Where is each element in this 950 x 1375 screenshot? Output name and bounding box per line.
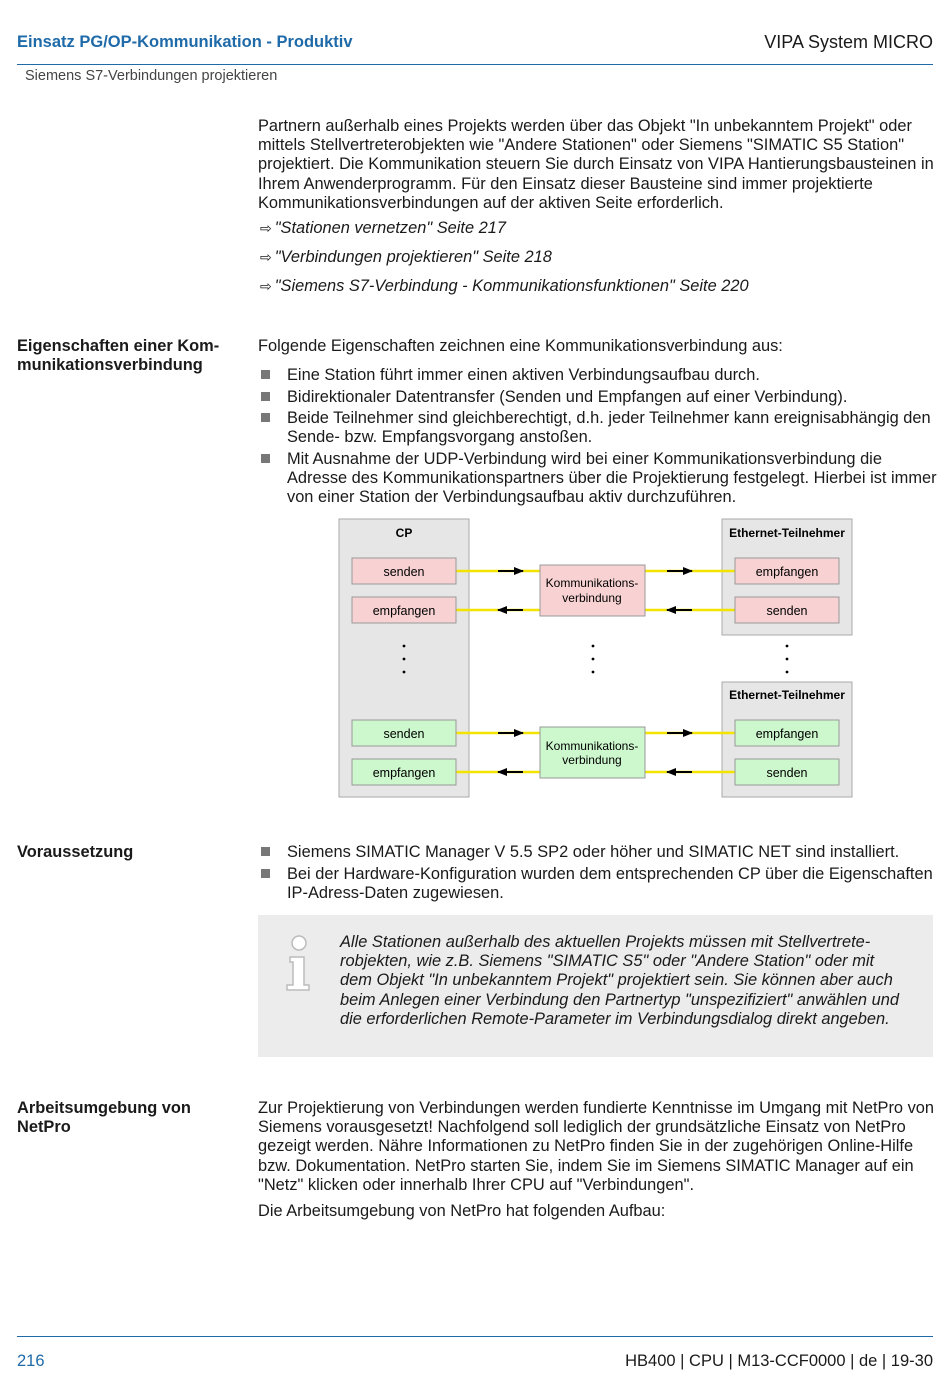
list-item: Mit Ausnahme der UDP-Verbindung wird bei einer Kommunikationsverbindung die Adresse des Kommunikationspartners über die Projektierung festgelegt. Hierbei ist immer von einer Station der Verbindungsaufbau aktiv durchzuführen. — [258, 450, 938, 508]
partner-receive-label-1: empfangen — [755, 565, 819, 579]
cp-receive-label-2: empfangen — [372, 766, 436, 780]
link-arrow-icon: ⇨ — [260, 220, 272, 236]
cp-send-label-2: senden — [383, 727, 425, 741]
intro-paragraph: Partnern außerhalb eines Projekts werden über das Objekt "In unbekanntem Projekt" oder mittels Stellvertreterobjekten wie "Andere Stationen" oder Siemens "SIMATIC S5 Station" projektiert. Die Kommunikation steuern Sie durch Einsatz von VIPA Hantierungsbausteinen in Ihrem Anwenderprogramm. Für den Einsatz dieser Bausteine sind immer projektierte Kommunikationsverbindungen auf der aktiven Seite erforderlich. — [258, 117, 934, 212]
partner-receive-label-2: empfangen — [755, 727, 819, 741]
partner-label-2: Ethernet-Teilnehmer — [729, 688, 845, 702]
partner-send-label-2: senden — [766, 766, 808, 780]
netpro-paragraph: Zur Projektierung von Verbindungen werden fundierte Kenntnisse im Umgang mit NetPro von Siemens vorausgesetzt! Nachfolgend soll lediglich der grundsätzliche Einsatz von NetPro gezeigt werden. Nähre Informationen zu NetPro finden Sie in der zugehörigen Online-Hilfe bzw. Dokumentation. NetPro starten Sie, indem Sie im Siemens SIMATIC Manager auf ein "Netz" klicken oder innerhalb Ihrer CPU auf "Verbindungen". — [258, 1099, 935, 1194]
product-name: VIPA System MICRO — [764, 32, 933, 52]
list-item: Bidirektionaler Datentransfer (Senden und Empfangen auf einer Verbindung). — [258, 388, 938, 407]
cp-send-label-1: senden — [383, 565, 425, 579]
bullet-square-icon — [261, 847, 270, 856]
document-id: HB400 | CPU | M13-CCF0000 | de | 19-30 — [625, 1352, 933, 1370]
section-subtitle: Siemens S7-Verbindungen projektieren — [25, 68, 278, 84]
netpro-heading: Arbeitsumgebung von NetPro — [17, 1099, 191, 1136]
bullet-square-icon — [261, 869, 270, 878]
page-number: 216 — [17, 1352, 45, 1370]
requirements-heading: Voraussetzung — [17, 843, 134, 861]
properties-heading: Eigenschaften einer Kommunikationsverbindung — [17, 337, 220, 374]
netpro-paragraph-2: Die Arbeitsumgebung von NetPro hat folgenden Aufbau: — [258, 1202, 666, 1220]
link-arrow-icon: ⇨ — [260, 249, 272, 265]
link-arrow-icon: ⇨ — [260, 278, 272, 294]
info-icon — [282, 933, 316, 993]
info-note — [258, 915, 933, 1057]
link-kommunikationsfunktionen[interactable]: ⇨ "Siemens S7-Verbindung - Kommunikationsfunktionen" Seite 220 — [260, 277, 749, 295]
page-header-title: Einsatz PG/OP-Kommunikation - Produktiv — [17, 33, 353, 51]
info-note-text: Alle Stationen außerhalb des aktuellen Projekts müssen mit Stellvertreterobjekten, wie z.B. Siemens "SIMATIC S5" oder "Andere Station" oder mit dem Objekt "In unbekanntem Projekt" projektiert sein. Sie können aber auch beim Anlegen einer Verbindung den Partnertyp "unspezifiziert" anwählen und die erforderlichen Remote-Parameter im Verbindungsdialog direkt angeben. — [340, 933, 899, 1028]
footer-divider — [17, 1336, 933, 1337]
partner-label-1: Ethernet-Teilnehmer — [729, 526, 845, 540]
properties-lead: Folgende Eigenschaften zeichnen eine Kommunikationsverbindung aus: — [258, 337, 783, 355]
link-verbindungen-projektieren[interactable]: ⇨ "Verbindungen projektieren" Seite 218 — [260, 248, 552, 266]
partner-send-label-1: senden — [766, 604, 808, 618]
connection-label-2b: verbindung — [562, 753, 622, 767]
connection-label-1b: verbindung — [562, 591, 622, 605]
list-item: Bei der Hardware-Konfiguration wurden dem entsprechenden CP über die Eigenschaften IP-Adress-Daten zugewiesen. — [258, 865, 938, 903]
connection-label-1a: Kommunikations- — [545, 576, 639, 590]
list-item: Siemens SIMATIC Manager V 5.5 SP2 oder höher und SIMATIC NET sind installiert. — [258, 843, 938, 862]
requirements-list — [258, 843, 938, 905]
link-stationen-vernetzen[interactable]: ⇨ "Stationen vernetzen" Seite 217 — [260, 219, 506, 237]
connection-label-2a: Kommunikations- — [545, 739, 639, 753]
cp-receive-label-1: empfangen — [372, 604, 436, 618]
cp-label: CP — [395, 526, 413, 540]
list-item: Beide Teilnehmer sind gleichberechtigt, d.h. jeder Teilnehmer kann ereignisabhängig den Sende- bzw. Empfangsvorgang anstoßen. — [258, 409, 938, 447]
list-item: Eine Station führt immer einen aktiven Verbindungsaufbau durch. — [258, 366, 938, 385]
